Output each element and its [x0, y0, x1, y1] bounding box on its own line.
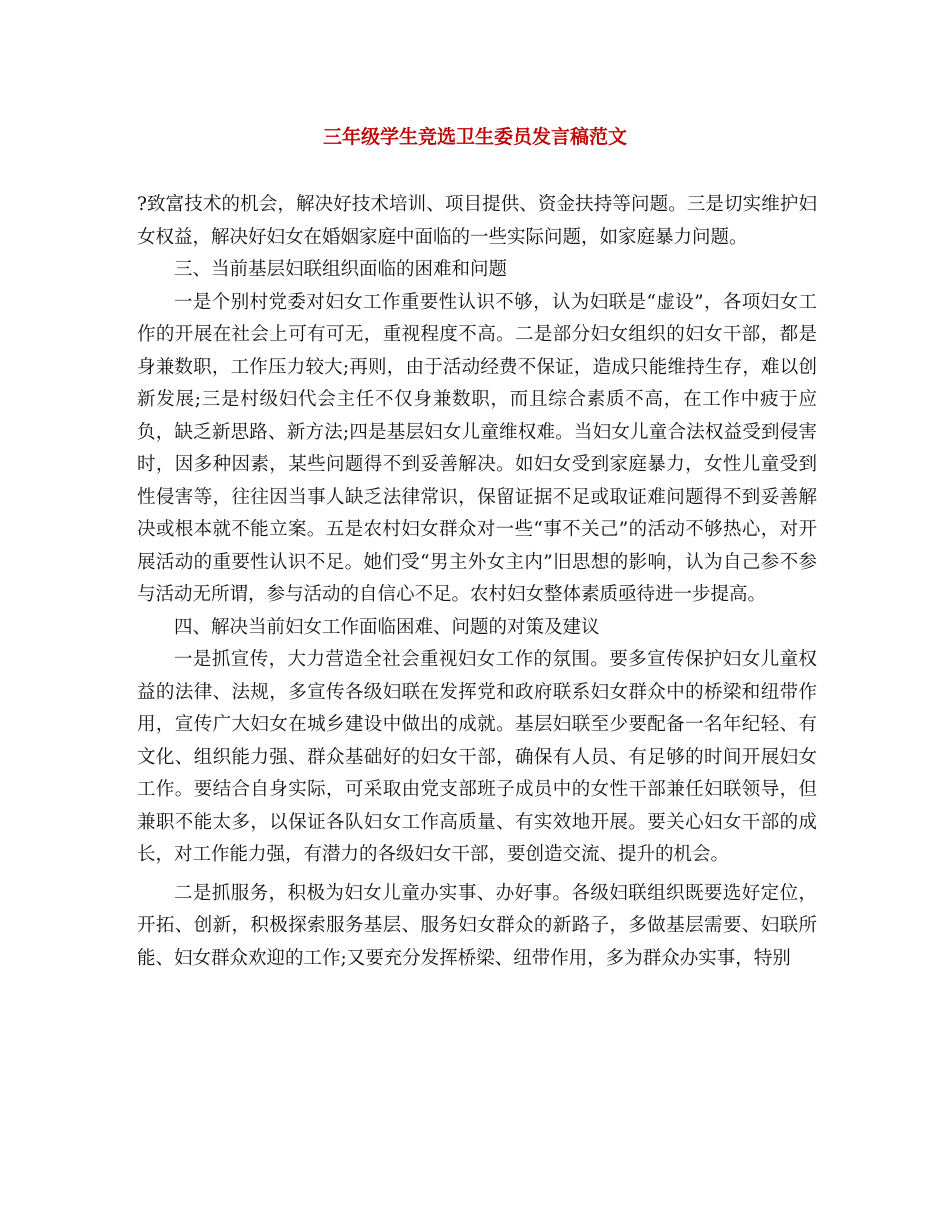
section-heading-3: 三、当前基层妇联组织面临的困难和问题 — [174, 259, 508, 280]
paragraph-problems: 一是个别村党委对妇女工作重要性认识不够，认为妇联是“虚设”，各项妇女工作的开展在社会上可有可无，重视程度不高。二是部分妇女组织的妇女干部，都是身兼数职，工作压力较大;再则，由于活动经费不保证，造成只能维持生存，难以创新发展;三是村级妇代会主任不仅身兼数职，而且综合素质不高，在工作中疲于应负，缺乏新思路、新方法;四是基层妇女儿童维权难。当妇女儿童合法权益受到侵害时，因多种因素，某些问题得不到妥善解决。如妇女受到家庭暴力，女性儿童受到性侵害等，往往因当事人缺乏法律常识，保留证据不足或取证难问题得不到妥善解决或根本就不能立案。五是农村妇女群众对一些“事不关己”的活动不够热心，对开展活动的重要性认识不足。她们受“男主外女主内”旧思想的影响，认为自己参不参与活动无所谓，参与活动的自信心不足。农村妇女整体素质亟待进一步提高。 — [137, 291, 817, 605]
document-body — [137, 189, 817, 975]
section-heading-4: 四、解决当前妇女工作面临困难、问题的对策及建议 — [174, 616, 600, 638]
document-title: 三年级学生竞选卫生委员发言稿范文 — [322, 126, 627, 148]
paragraph-publicity: 一是抓宣传，大力营造全社会重视妇女工作的氛围。要多宣传保护妇女儿童权益的法律、法规，多宣传各级妇联在发挥党和政府联系妇女群众中的桥梁和纽带作用，宣传广大妇女在城乡建设中做出的成就。基层妇联至少要配备一名年纪轻、有文化、组织能力强、群众基础好的妇女干部，确保有人员、有足够的时间开展妇女工作。要结合自身实际，可采取由党支部班子成员中的女性干部兼任妇联领导，但兼职不能太多，以保证各队妇女工作高质量、有实效地开展。要关心妇女干部的成长，对工作能力强，有潜力的各级妇女干部，要创造交流、提升的机会。 — [137, 649, 817, 865]
paragraph-service: 二是抓服务，积极为妇女儿童办实事、办好事。各级妇联组织既要选好定位，开拓、创新，积极探索服务基层、服务妇女群众的新路子，多做基层需要、妇联所能、妇女群众欢迎的工作;又要充分发挥桥梁、纽带作用，多为群众办实事，特别 — [137, 882, 817, 969]
paragraph-continuation: ?致富技术的机会，解决好技术培训、项目提供、资金扶持等问题。三是切实维护妇女权益，解决好妇女在婚姻家庭中面临的一些实际问题，如家庭暴力问题。 — [137, 194, 817, 248]
